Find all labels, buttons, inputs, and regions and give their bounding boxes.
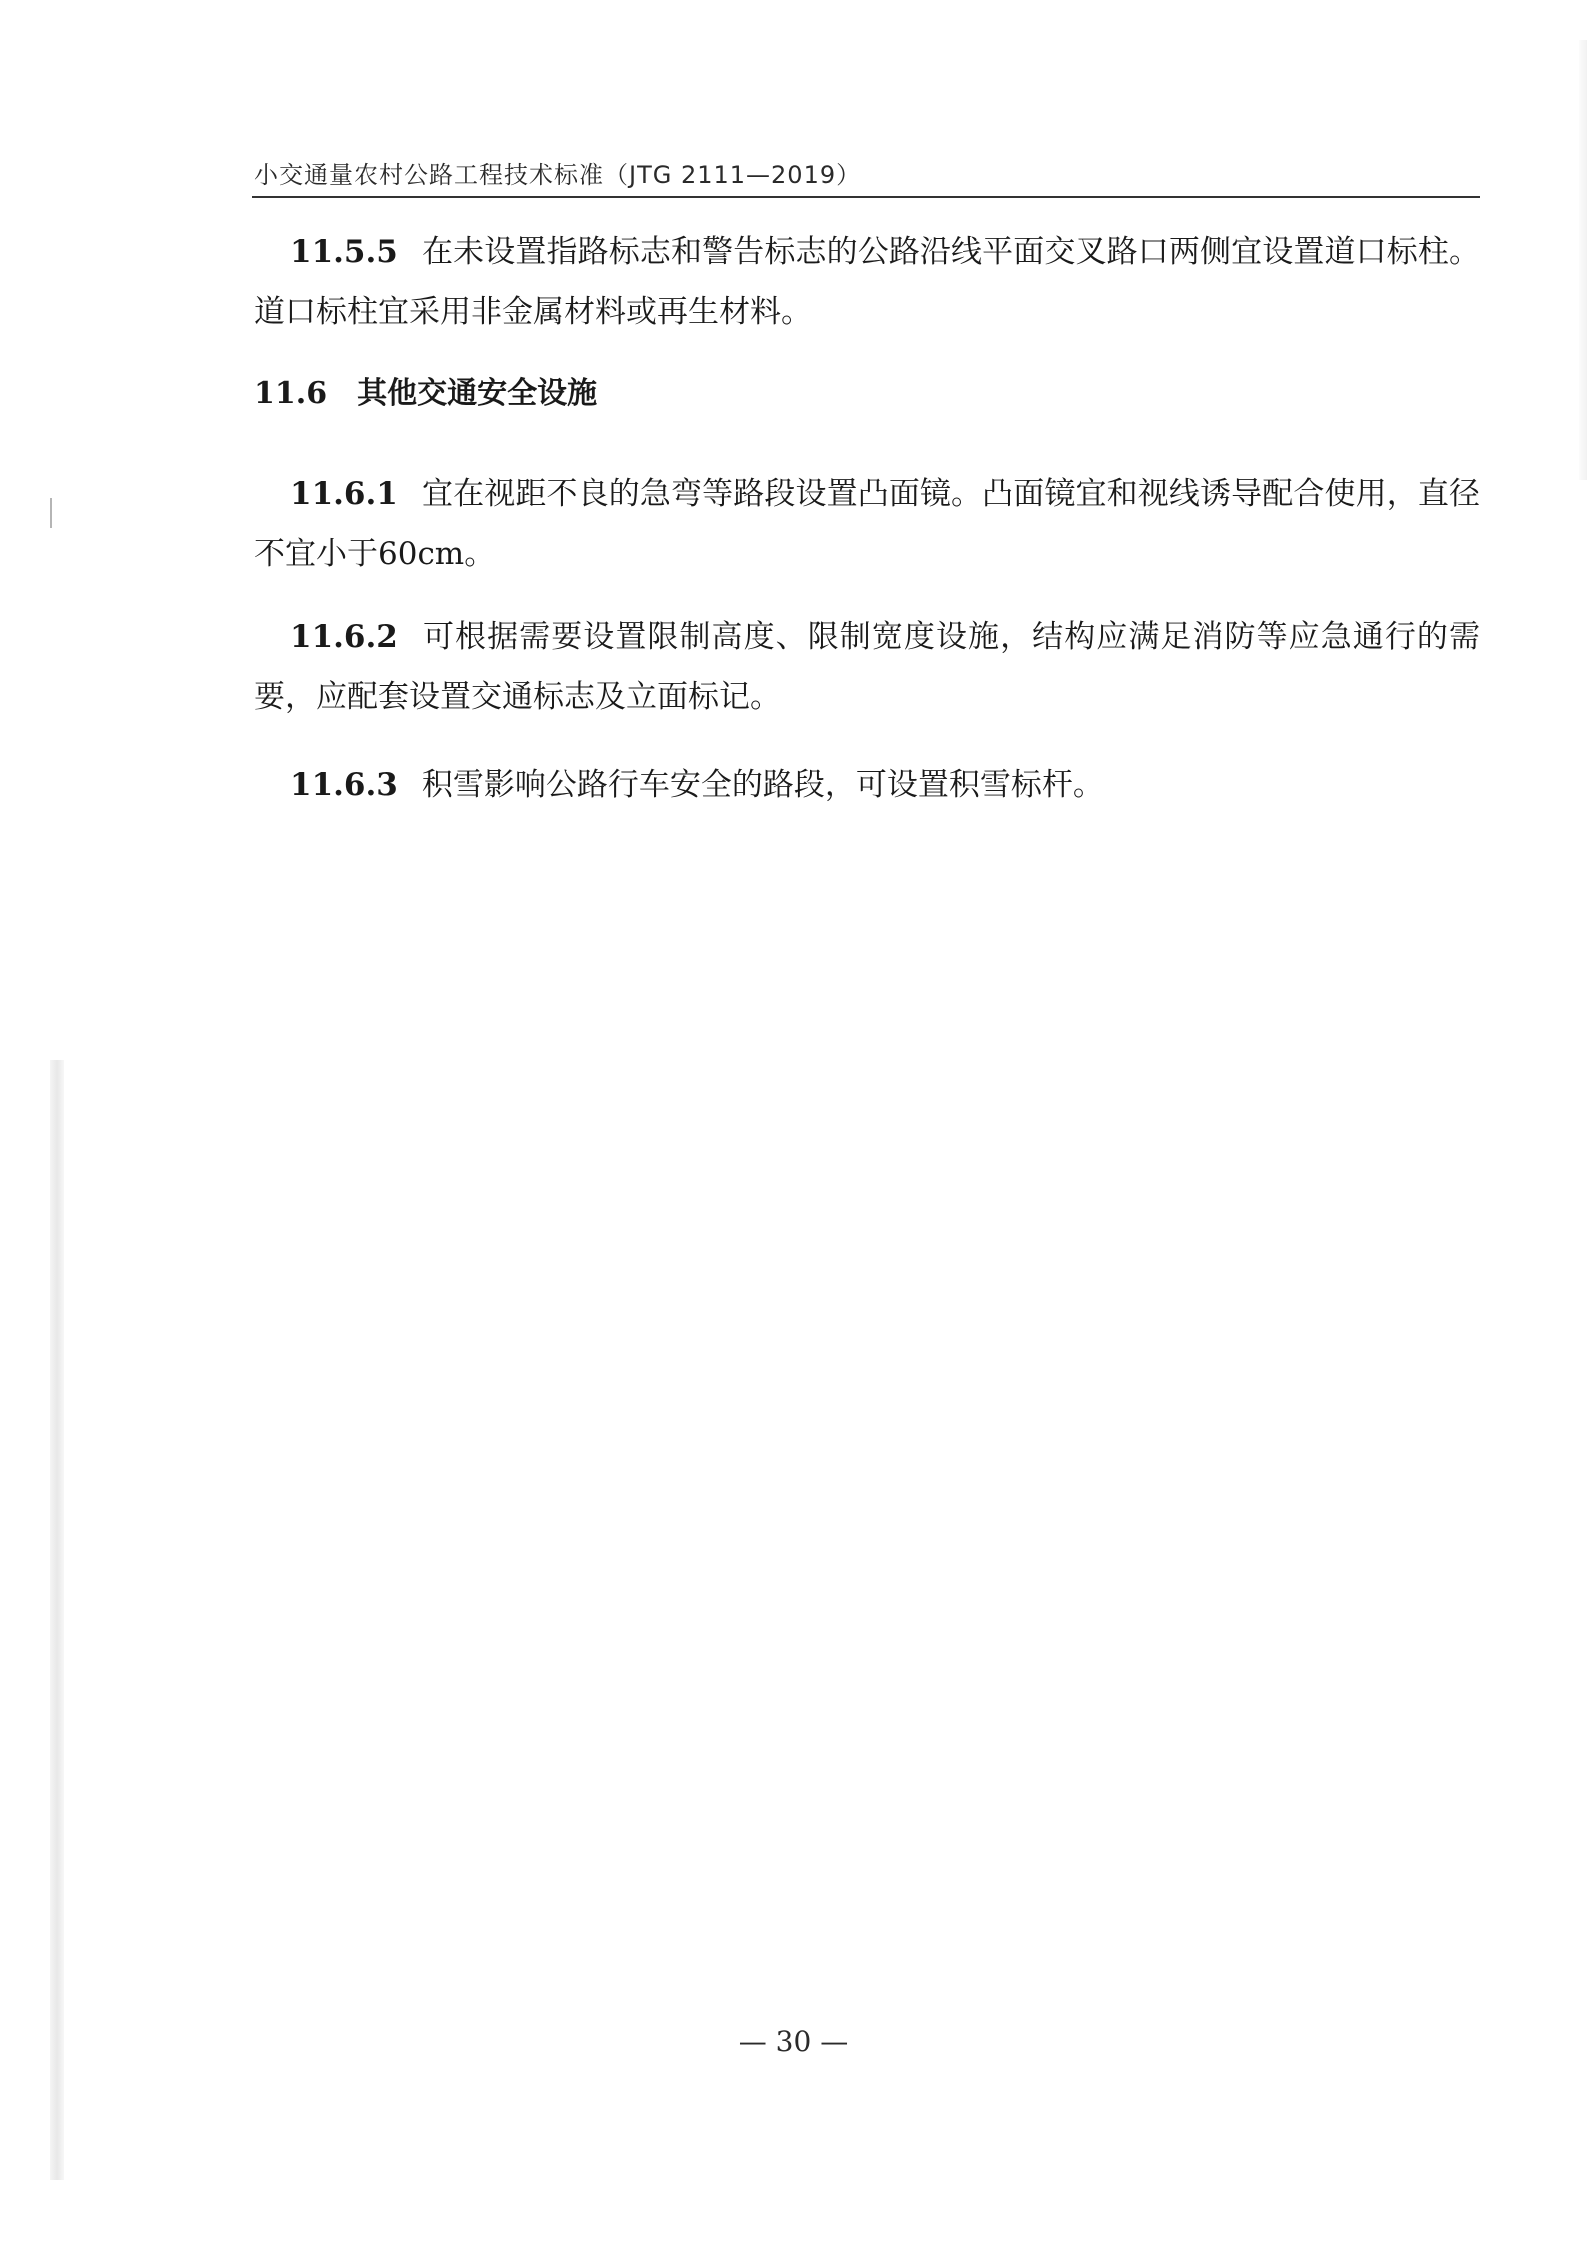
page-number: — 30 — (738, 2025, 849, 2058)
scan-mark (50, 498, 52, 528)
clause-number: 11.6.1 (290, 476, 398, 512)
clause-11-6-3 (254, 755, 1480, 815)
scan-edge-right (1579, 40, 1587, 480)
clause-text: 在未设置指路标志和警告标志的公路沿线平面交叉路口两侧宜设置道口标柱。道口标柱宜采用非金属材料或再生材料。 (254, 234, 1480, 330)
clause-text: 积雪影响公路行车安全的路段，可设置积雪标杆。 (421, 767, 1104, 803)
running-header: 小交通量农村公路工程技术标准（JTG 2111—2019） (254, 161, 862, 189)
section-heading-11-6 (254, 364, 597, 424)
clause-11-5-5 (254, 222, 1480, 342)
section-number: 11.6 (254, 376, 328, 411)
header-rule (252, 196, 1480, 198)
clause-number: 11.6.2 (290, 619, 398, 655)
clause-number: 11.6.3 (290, 767, 398, 803)
section-title: 其他交通安全设施 (357, 376, 598, 411)
clause-text: 可根据需要设置限制高度、限制宽度设施，结构应满足消防等应急通行的需要，应配套设置交通标志及立面标记。 (254, 619, 1480, 715)
scan-edge-left (50, 1060, 64, 2180)
clause-11-6-2 (254, 607, 1480, 727)
clause-number: 11.5.5 (290, 234, 398, 270)
clause-11-6-1 (254, 464, 1480, 584)
clause-text: 宜在视距不良的急弯等路段设置凸面镜。凸面镜宜和视线诱导配合使用，直径不宜小于60cm。 (254, 476, 1480, 572)
